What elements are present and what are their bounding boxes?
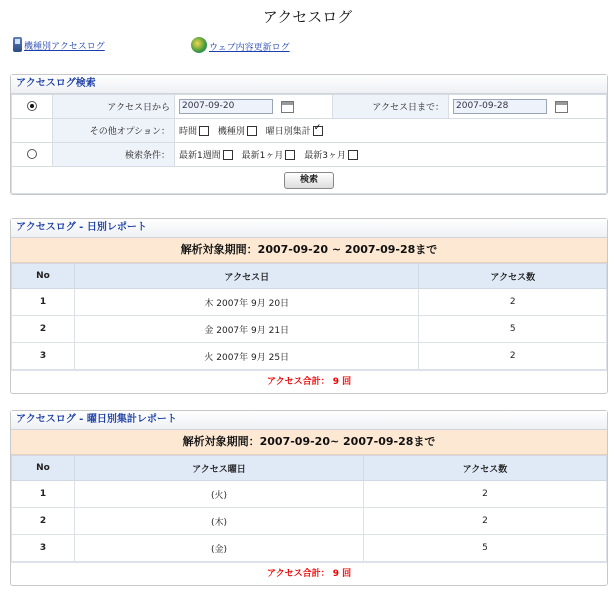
options-cell [175, 119, 607, 143]
options-label: その他オプション： [53, 119, 175, 143]
row-count: 2 [419, 343, 607, 370]
daily-period: 解析対象期間：2007-09-20 ~ 2007-09-28まで [11, 238, 607, 263]
daily-report-panel [10, 218, 608, 394]
from-date-input[interactable]: 2007-09-20 [179, 99, 273, 114]
row-no: 1 [12, 481, 75, 508]
calendar-icon[interactable] [555, 101, 568, 113]
from-date-cell [175, 95, 333, 119]
table-row [12, 343, 607, 370]
row-weekday: (木) [75, 508, 364, 535]
daily-report-title: アクセスログ - 日別レポート [11, 219, 607, 238]
condition-week-label: 最新1週間 [179, 151, 221, 161]
calendar-icon[interactable] [281, 101, 294, 113]
row-count: 5 [363, 535, 606, 562]
device-log-link-group[interactable] [13, 37, 105, 52]
search-button-cell [12, 167, 607, 194]
column-header-weekday: アクセス曜日 [75, 456, 364, 481]
daily-total: アクセス合計： 9 回 [11, 370, 607, 393]
date-range-radio[interactable] [27, 101, 37, 111]
weekday-total: アクセス合計： 9 回 [11, 562, 607, 585]
option-hour-checkbox[interactable] [199, 126, 209, 136]
row-count: 2 [363, 481, 606, 508]
option-weekday-checkbox[interactable] [313, 126, 323, 136]
condition-3months-checkbox[interactable] [348, 150, 358, 160]
top-links [13, 37, 603, 61]
option-weekday-label: 曜日別集計 [265, 127, 311, 137]
column-header-date: アクセス日 [75, 264, 419, 289]
search-panel [10, 74, 608, 195]
row-date: 金 2007年 9月 21日 [75, 316, 419, 343]
column-header-count: アクセス数 [419, 264, 607, 289]
device-log-link[interactable]: 機種別アクセスログ [24, 42, 105, 52]
to-date-input[interactable]: 2007-09-28 [453, 99, 547, 114]
search-panel-title: アクセスログ検索 [11, 75, 607, 94]
row-no: 3 [12, 343, 75, 370]
column-header-no: No [12, 264, 75, 289]
option-device-label: 機種別 [217, 127, 245, 137]
option-device-checkbox[interactable] [247, 126, 257, 136]
page-title: アクセスログ [262, 8, 353, 26]
web-update-log-link[interactable]: ウェブ内容更新ログ [209, 43, 290, 53]
conditions-cell [175, 143, 607, 167]
table-row [12, 289, 607, 316]
condition-label: 検索条件： [53, 143, 175, 167]
table-row [12, 508, 607, 535]
row-no: 1 [12, 289, 75, 316]
condition-month-checkbox[interactable] [285, 150, 295, 160]
row-no: 2 [12, 316, 75, 343]
mobile-phone-icon [13, 37, 22, 52]
empty-radio-cell [12, 119, 53, 143]
condition-month-label: 最新1ヶ月 [241, 151, 284, 161]
row-count: 2 [363, 508, 606, 535]
to-date-cell [449, 95, 607, 119]
table-row [12, 316, 607, 343]
condition-3months-label: 最新3ヶ月 [304, 151, 346, 161]
weekday-period: 解析対象期間：2007-09-20~ 2007-09-28まで [11, 430, 607, 455]
condition-radio[interactable] [27, 149, 37, 159]
condition-week-checkbox[interactable] [223, 150, 233, 160]
option-hour-label: 時間 [179, 127, 198, 137]
to-date-label: アクセス日まで： [333, 95, 449, 119]
row-weekday: (火) [75, 481, 364, 508]
row-count: 5 [419, 316, 607, 343]
column-header-count: アクセス数 [363, 456, 606, 481]
row-count: 2 [419, 289, 607, 316]
search-button[interactable]: 検索 [284, 172, 334, 189]
row-date: 木 2007年 9月 20日 [75, 289, 419, 316]
table-row [12, 535, 607, 562]
web-update-icon [191, 37, 207, 53]
row-weekday: (金) [75, 535, 364, 562]
from-date-label: アクセス日から [53, 95, 175, 119]
web-update-log-link-group[interactable] [191, 37, 290, 53]
row-no: 3 [12, 535, 75, 562]
weekday-report-title: アクセスログ - 曜日別集計レポート [11, 411, 607, 430]
column-header-no: No [12, 456, 75, 481]
date-range-radio-cell[interactable] [12, 95, 53, 119]
row-no: 2 [12, 508, 75, 535]
table-row [12, 481, 607, 508]
row-date: 火 2007年 9月 25日 [75, 343, 419, 370]
weekday-report-panel [10, 410, 608, 586]
condition-radio-cell[interactable] [12, 143, 53, 167]
